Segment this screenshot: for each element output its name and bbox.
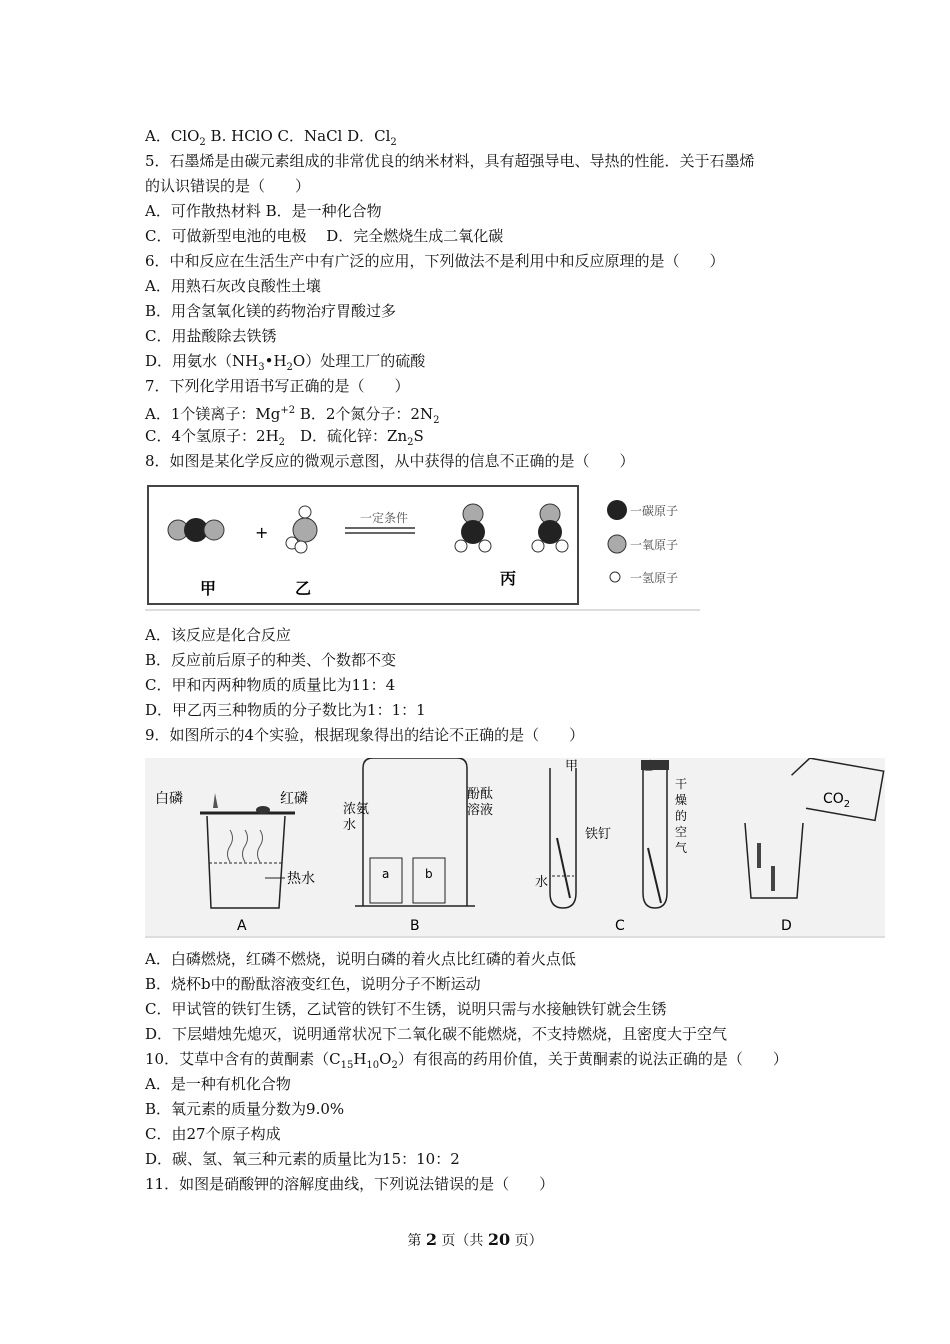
label-phenolphthalein-line: 溶液 [467, 803, 494, 818]
label-c: C [615, 918, 625, 934]
label-a: A [237, 918, 247, 934]
label-co2: $CO_2$ [823, 791, 851, 810]
label-bing: 丙 [500, 569, 517, 588]
q7-stem: 7．下列化学用语书写正确的是（ ） [145, 377, 410, 395]
q10-option-a: A．是一种有机化合物 [145, 1075, 291, 1093]
label-yi: 乙 [295, 579, 312, 598]
legend-carbon: 一碳原子 [630, 504, 679, 518]
label-d: D [781, 918, 792, 934]
q8-option-d: D．甲乙丙三种物质的分子数比为1：1：1 [145, 701, 426, 719]
q10-option-b: B．氧元素的质量分数为9.0% [145, 1100, 345, 1118]
q7-option-cd: C．4个氢原子：$2H_2$ D．硫化锌：$Zn_2S$ [145, 427, 424, 448]
label-red-phosphorus: 红磷 [280, 791, 308, 807]
q6-option-b: B．用含氢氧化镁的药物治疗胃酸过多 [145, 302, 397, 320]
q8-option-c: C．甲和丙两种物质的质量比为11：4 [145, 676, 396, 694]
q4-options: A．ClO$_2$ B. HClO C．NaCl D．$Cl_2$ [145, 127, 397, 148]
page-footer: 第 2 页（共 20 页） [407, 1230, 543, 1249]
plus-sign: + [255, 523, 269, 542]
experiment-diagram [145, 758, 885, 940]
q11-stem: 11．如图是硝酸钾的溶解度曲线，下列说法错误的是（ ） [145, 1175, 555, 1193]
q9-option-d: D．下层蜡烛先熄灭，说明通常状况下二氧化碳不能燃烧，不支持燃烧，且密度大于空气 [145, 1025, 728, 1043]
label-beaker-b: b [425, 867, 433, 881]
label-dry-air [675, 777, 687, 855]
q6-option-a: A．用熟石灰改良酸性土壤 [145, 277, 321, 295]
label-jia: 甲 [200, 579, 217, 598]
legend-hydrogen-atom [610, 572, 620, 582]
q10-option-d: D．碳、氢、氧三种元素的质量比为15：10：2 [145, 1150, 460, 1168]
label-phenolphthalein-line: 酚酞 [467, 787, 494, 802]
q9-stem: 9．如图所示的4个实验，根据现象得出的结论不正确的是（ ） [145, 726, 585, 744]
label-ammonia-line: 水 [343, 818, 357, 833]
q5-stem-line1: 5．石墨烯是由碳元素组成的非常优良的纳米材料，具有超强导电、导热的性能．关于石墨烯 [145, 152, 755, 170]
q6-option-c: C．用盐酸除去铁锈 [145, 327, 277, 345]
q8-option-b: B．反应前后原子的种类、个数都不变 [145, 651, 397, 669]
reaction-diagram [145, 480, 700, 612]
q6-option-d: D．用氨水$(NH_3•H_2O)$处理工厂的硫酸 [145, 352, 426, 373]
label-water: 水 [535, 875, 549, 890]
q8-option-a: A．该反应是化合反应 [145, 626, 291, 644]
q5-stem-line2: 的认识错误的是（ ） [145, 177, 311, 195]
q5-option-ab: A．可作散热材料 B．是一种化合物 [145, 202, 382, 220]
molecule-yi [286, 506, 317, 553]
q5-option-cd: C．可做新型电池的电极 D．完全燃烧生成二氧化碳 [145, 227, 504, 245]
label-ammonia-line: 浓氨 [343, 802, 370, 817]
q10-stem: 10．艾草中含有的黄酮素$(C_{15}H_{10}O_2)$有很高的药用价值，关于黄酮素的说法正确的是（ ） [145, 1050, 788, 1071]
q8-stem: 8．如图是某化学反应的微观示意图，从中获得的信息不正确的是（ ） [145, 452, 635, 470]
legend-hydrogen: 一氢原子 [630, 571, 679, 585]
label-dry-air-line: 燥 [675, 793, 688, 807]
reaction-condition: 一定条件 [360, 511, 409, 525]
q9-option-b: B．烧杯b中的酚酞溶液变红色，说明分子不断运动 [145, 975, 481, 993]
label-dry-air-line: 的 [675, 809, 688, 823]
molecule-jia [168, 518, 224, 542]
q6-stem: 6．中和反应在生活生产中有广泛的应用，下列做法不是利用中和反应原理的是（ ） [145, 252, 725, 270]
legend-oxygen: 一氧原子 [630, 538, 679, 552]
label-white-phosphorus: 白磷 [155, 791, 183, 807]
label-dry-air-line: 空 [675, 825, 688, 839]
label-hot-water: 热水 [287, 871, 315, 887]
molecule-bing-2 [532, 504, 568, 552]
label-dry-air-line: 干 [675, 777, 688, 791]
label-dry-air-line: 气 [675, 841, 688, 855]
label-iron-nail: 铁钉 [585, 827, 612, 842]
q9-option-a: A．白磷燃烧，红磷不燃烧，说明白磷的着火点比红磷的着火点低 [145, 950, 576, 968]
molecule-bing-1 [455, 504, 491, 552]
legend-carbon-atom [607, 500, 627, 520]
q7-option-ab: A．1个镁离子：$Mg^{+2}$ B．2个氮分子：$2N_2$ [145, 405, 440, 426]
label-tube-jia: 甲 [565, 759, 579, 774]
label-b: B [410, 918, 420, 934]
q10-option-c: C．由27个原子构成 [145, 1125, 281, 1143]
q9-option-c: C．甲试管的铁钉生锈，乙试管的铁钉不生锈，说明只需与水接触铁钉就会生锈 [145, 1000, 667, 1018]
legend-oxygen-atom [608, 535, 626, 553]
label-beaker-a: a [382, 867, 390, 881]
